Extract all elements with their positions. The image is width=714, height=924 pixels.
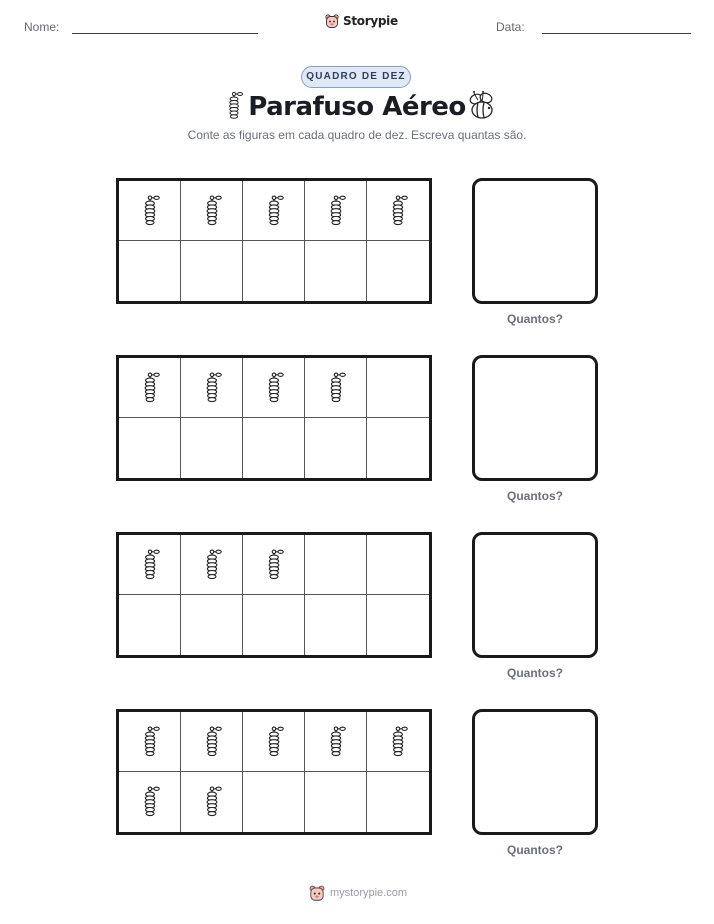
answer-label: Quantos?	[507, 666, 563, 680]
propeller-screw-icon	[387, 191, 409, 231]
propeller-screw-icon	[325, 722, 347, 762]
frame-cell	[367, 535, 429, 595]
propeller-screw-icon	[139, 368, 161, 408]
frame-cell	[367, 595, 429, 655]
propeller-screw-icon	[263, 722, 285, 762]
frame-cell	[243, 535, 305, 595]
date-line[interactable]	[542, 33, 691, 34]
frame-cell	[181, 712, 243, 772]
frame-cell	[305, 772, 367, 832]
answer-label: Quantos?	[507, 843, 563, 857]
propeller-screw-icon	[201, 722, 223, 762]
propeller-screw-icon	[139, 722, 161, 762]
propeller-screw-icon	[263, 545, 285, 585]
instructions: Conte as figuras em cada quadro de dez. Escreva quantas são.	[187, 128, 527, 142]
propeller-screw-icon	[201, 191, 223, 231]
date-label: Data:	[496, 20, 525, 34]
frame-cell	[367, 712, 429, 772]
frame-cell	[119, 535, 181, 595]
frame-cell	[181, 535, 243, 595]
ten-frame	[116, 355, 432, 481]
frame-cell	[119, 418, 181, 478]
frame-cell	[243, 595, 305, 655]
frame-cell	[305, 418, 367, 478]
frame-cell	[119, 595, 181, 655]
frame-cell	[305, 595, 367, 655]
propeller-screw-icon	[139, 191, 161, 231]
frame-cell	[367, 418, 429, 478]
brand-logo	[324, 13, 398, 29]
frame-cell	[119, 358, 181, 418]
frame-cell	[243, 241, 305, 301]
propeller-screw-icon	[263, 191, 285, 231]
ten-frame	[116, 709, 432, 835]
brand-name: Storypie	[343, 14, 398, 28]
frame-cell	[181, 241, 243, 301]
frame-cell	[367, 241, 429, 301]
propeller-screw-icon	[325, 368, 347, 408]
propeller-screw-icon	[201, 545, 223, 585]
frame-cell	[181, 772, 243, 832]
frame-cell	[243, 418, 305, 478]
frame-cell	[119, 712, 181, 772]
name-line[interactable]	[72, 33, 258, 34]
answer-label: Quantos?	[507, 312, 563, 326]
frame-cell	[119, 772, 181, 832]
frame-cell	[243, 772, 305, 832]
propeller-screw-icon	[263, 368, 285, 408]
frame-cell	[119, 181, 181, 241]
storypie-mascot-icon	[324, 13, 340, 29]
frame-cell	[305, 181, 367, 241]
frame-cell	[181, 181, 243, 241]
frame-cell	[305, 241, 367, 301]
answer-box[interactable]	[472, 532, 598, 658]
bee-icon	[466, 90, 498, 122]
frame-cell	[305, 712, 367, 772]
frame-cell	[305, 535, 367, 595]
frame-cell	[367, 772, 429, 832]
propeller-screw-icon	[201, 782, 223, 822]
answer-label: Quantos?	[507, 489, 563, 503]
frame-cell	[181, 358, 243, 418]
propeller-screw-icon	[201, 368, 223, 408]
frame-cell	[119, 241, 181, 301]
frame-cell	[243, 358, 305, 418]
name-label: Nome:	[24, 20, 60, 34]
frame-cell	[181, 418, 243, 478]
footer-url: mystorypie.com	[330, 887, 408, 899]
frame-cell	[181, 595, 243, 655]
frame-cell	[243, 181, 305, 241]
propeller-screw-icon	[139, 782, 161, 822]
answer-box[interactable]	[472, 178, 598, 304]
answer-box[interactable]	[472, 709, 598, 835]
worksheet-badge: QUADRO DE DEZ	[301, 66, 411, 88]
footer	[308, 884, 407, 902]
frame-cell	[367, 181, 429, 241]
frame-cell	[367, 358, 429, 418]
propeller-screw-icon	[139, 545, 161, 585]
propeller-screw-icon	[387, 722, 409, 762]
page-title: Parafuso Aéreo	[248, 92, 466, 122]
storypie-mascot-icon	[308, 884, 326, 902]
frame-cell	[243, 712, 305, 772]
propeller-screw-icon	[325, 191, 347, 231]
frame-cell	[305, 358, 367, 418]
ten-frame	[116, 532, 432, 658]
answer-box[interactable]	[472, 355, 598, 481]
ten-frame	[116, 178, 432, 304]
